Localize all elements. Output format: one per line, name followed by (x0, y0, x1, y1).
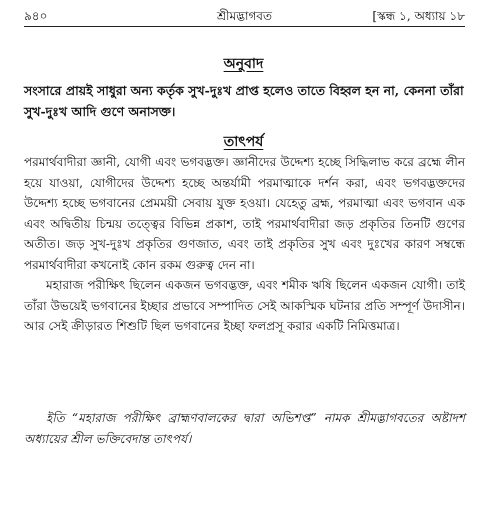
canto-chapter: [স্কন্ধ ১, অধ্যায় ১৮ (372, 9, 465, 23)
purport-body (24, 152, 465, 337)
header-rule (24, 26, 465, 27)
translation-text: সংসারে প্রায়ই সাধুরা অন্য কর্তৃক সুখ-দুঃখ প্রাপ্ত হলেও তাতে বিহ্বল হন না, কেননা তাঁরা সুখ-দুঃখ আদি গুণে অনাসক্ত। (24, 83, 464, 119)
purport-paragraph-1: পরমার্থবাদীরা জ্ঞানী, যোগী এবং ভগবদ্ভক্ত। জ্ঞানীদের উদ্দেশ্য হচ্ছে সিদ্ধিলাভ করে ব্রহ্মে লীন হয়ে যাওয়া, যোগীদের উদ্দেশ্য হচ্ছে অন্তর্যামী পরমাত্মাকে দর্শন করা, এবং ভগবদ্ভক্তদের উদ্দেশ্য হচ্ছে ভগবানের প্রেমময়ী সেবায় যুক্ত হওয়া। যেহেতু ব্রহ্ম, পরমাত্মা এবং ভগবান এক এবং অদ্বিতীয় চিন্ময় তত্ত্বের বিভিন্ন প্রকাশ, তাই পরমার্থবাদীরা জড় প্রকৃতির তিনটি গুণের অতীত। জড় সুখ-দুঃখ প্রকৃতির গুণজাত, এবং তাই প্রকৃতির সুখ এবং দুঃখের কারণ সম্বন্ধে পরমার্থবাদীরা কখনোই কোন রকম গুরুত্ব দেন না। (24, 155, 465, 272)
book-title: শ্রীমদ্ভাগবত (216, 9, 272, 23)
page-header (24, 8, 465, 28)
purport-paragraph-2: মহারাজ পরীক্ষিৎ ছিলেন একজন ভগবদ্ভক্ত, এবং শমীক ঋষি ছিলেন একজন যোগী। তাই তাঁরা উভয়েই ভগবানের ইচ্ছার প্রভাবে সম্পাদিত সেই আকস্মিক ঘটনার প্রতি সম্পূর্ণ উদাসীন। আর সেই ক্রীড়ারত শিশুটি ছিল ভগবানের ইচ্ছা ফলপ্রসূ করার একটি নিমিত্তমাত্র। (24, 278, 465, 333)
chapter-closing-line: ইতি “মহারাজ পরীক্ষিৎ ব্রাহ্মণবালকের দ্বারা অভিশপ্ত” নামক শ্রীমদ্ভাগবতের অষ্টাদশ অধ্যায়ের শ্রীল ভক্তিবেদান্ত তাৎপর্য। (24, 411, 465, 446)
page-number: ৯৪০ (24, 9, 48, 23)
translation-heading: অনুবাদ (223, 56, 264, 72)
purport-heading: তাৎপর্য (223, 134, 264, 150)
